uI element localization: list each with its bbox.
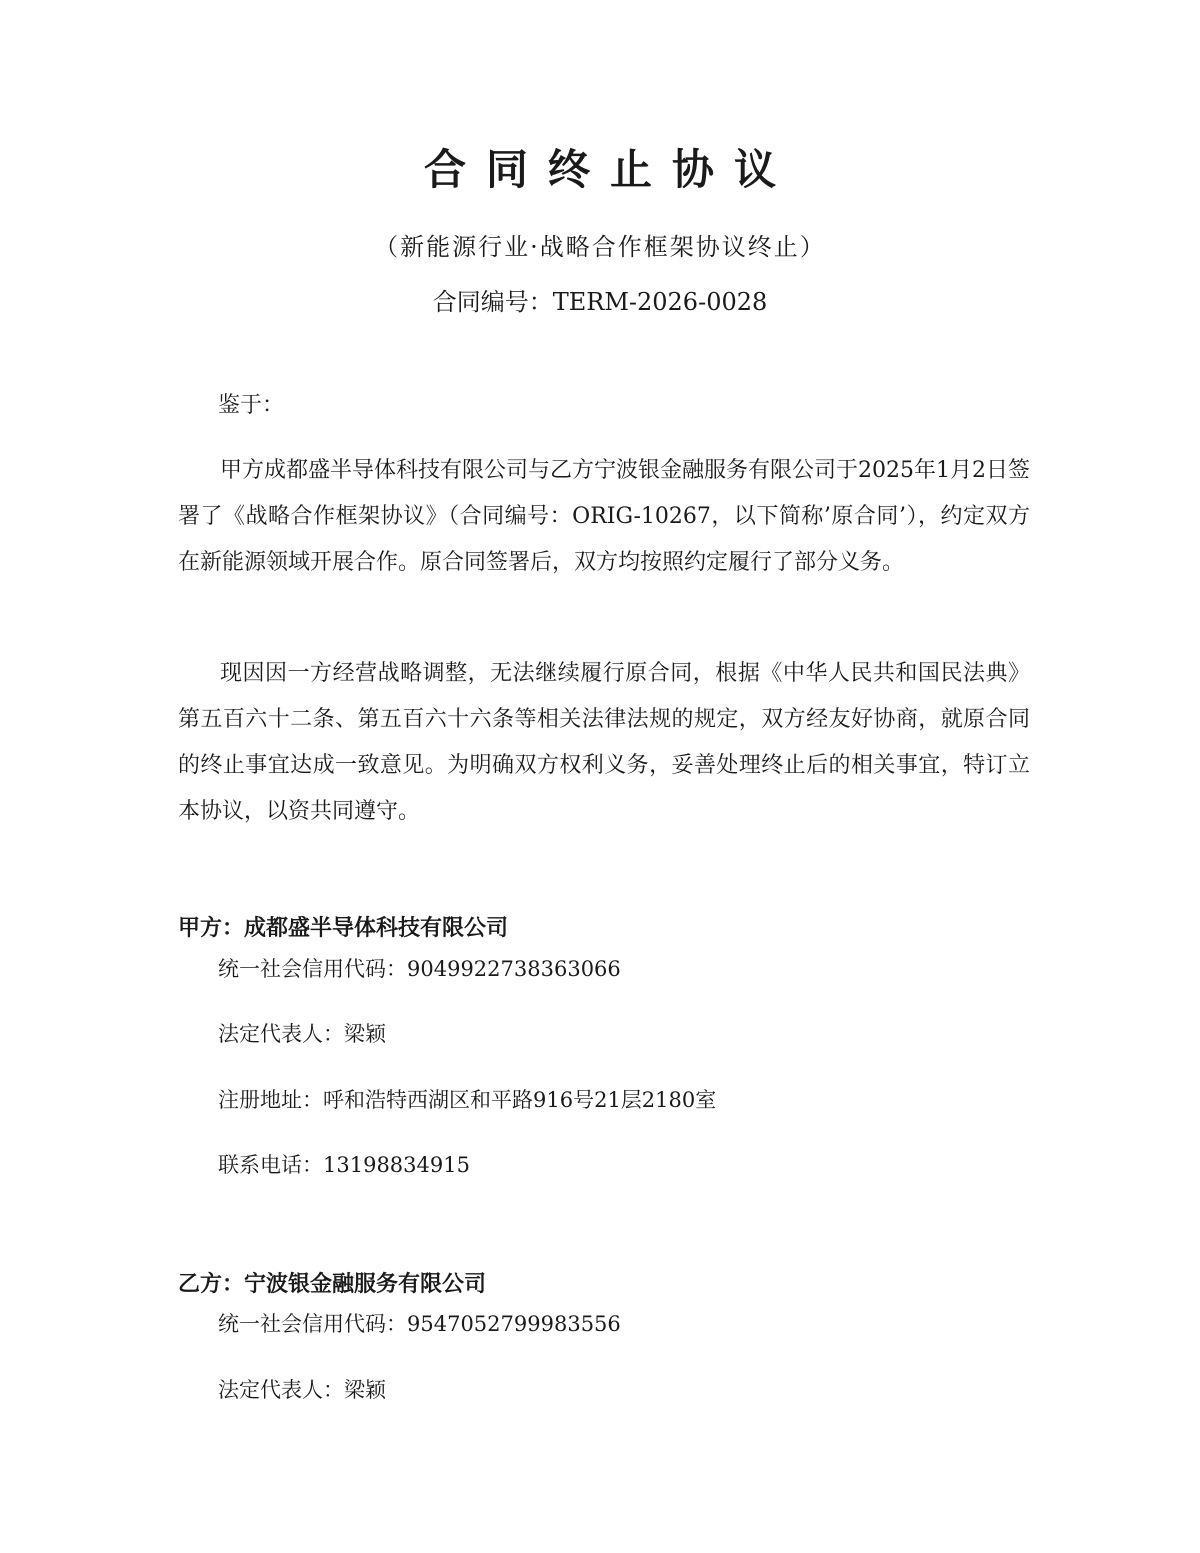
contract-number-value: TERM-2026-0028 bbox=[552, 288, 768, 316]
party-a-phone: 联系电话：13198834915 bbox=[218, 1153, 470, 1177]
contract-number bbox=[0, 282, 1200, 322]
party-a-credit-code: 统一社会信用代码：9049922738363066 bbox=[218, 957, 621, 981]
recital-paragraph-2: 现因因一方经营战略调整，无法继续履行原合同，根据《中华人民共和国民法典》第五百六十二条、第五百六十六条等相关法律法规的规定，双方经友好协商，就原合同的终止事宜达成一致意见。为明确双方权利义务，妥善处理终止后的相关事宜，特订立本协议，以资共同遵守。 bbox=[178, 661, 1030, 824]
party-b-legal-rep: 法定代表人：梁颖 bbox=[218, 1378, 386, 1402]
recitals-heading: 鉴于： bbox=[218, 393, 285, 418]
party-b-credit-code: 统一社会信用代码：9547052799983556 bbox=[218, 1312, 621, 1336]
document-title: 合同终止协议 bbox=[423, 145, 796, 194]
party-a-heading: 甲方：成都盛半导体科技有限公司 bbox=[178, 916, 509, 941]
recital-paragraph-1: 甲方成都盛半导体科技有限公司与乙方宁波银金融服务有限公司于2025年1月2日签署了《战略合作框架协议》（合同编号：ORIG-10267，以下简称’原合同’），约定双方在新能源领域开展合作。原合同签署后，双方均按照约定履行了部分义务。 bbox=[178, 458, 1030, 575]
party-b-heading: 乙方：宁波银金融服务有限公司 bbox=[178, 1272, 487, 1297]
party-a-legal-rep: 法定代表人：梁颖 bbox=[218, 1022, 386, 1046]
party-a-address: 注册地址：呼和浩特西湖区和平路916号21层2180室 bbox=[218, 1088, 717, 1112]
document-subtitle: （新能源行业·战略合作框架协议终止） bbox=[374, 233, 826, 261]
contract-number-label: 合同编号： bbox=[432, 288, 553, 316]
